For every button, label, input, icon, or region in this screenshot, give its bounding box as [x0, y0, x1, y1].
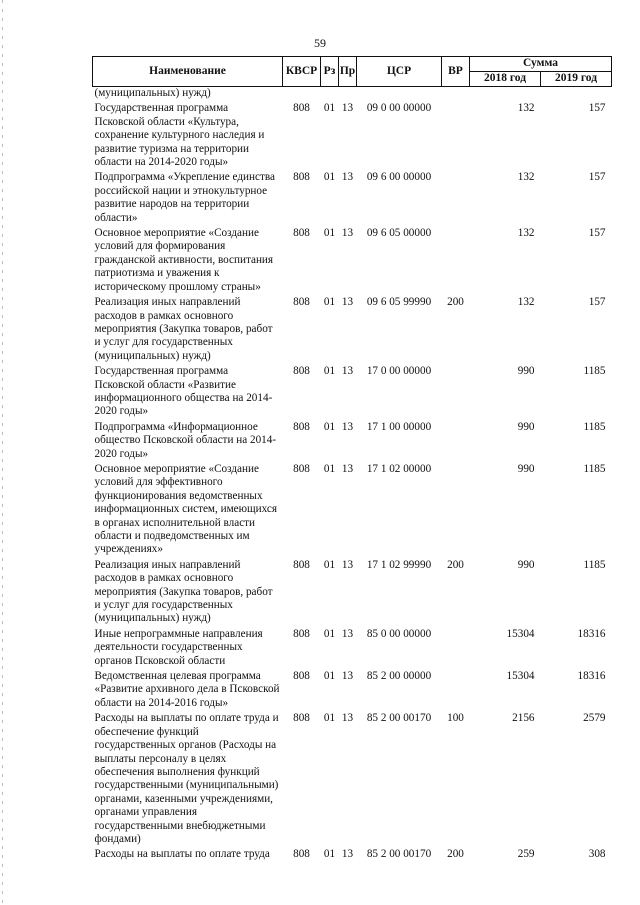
cell-pr: 13 [341, 558, 354, 571]
cell-sum-2018: 990 [517, 462, 535, 475]
cell-vr: 200 [447, 558, 464, 571]
cell-rz: 01 [323, 848, 336, 861]
cell-csr: 85 2 00 00170 [366, 712, 432, 725]
cell-sum-2019: 157 [588, 171, 606, 184]
header-kvsr: КВСР [283, 57, 321, 87]
table-row [93, 848, 612, 863]
cell-name: (муниципальных) нужд) [94, 87, 211, 99]
cell-kvsr: 808 [293, 712, 310, 725]
cell-csr [357, 87, 442, 103]
cell-vr [442, 87, 470, 103]
cell-pr: 13 [341, 227, 354, 240]
cell-pr: 13 [341, 365, 354, 378]
cell-name: Подпрограмма «Информационное общество Псковской области на 2014-2020 годы» [94, 420, 277, 460]
cell-sum-2018: 990 [517, 420, 535, 433]
cell-sum-2019: 18316 [577, 670, 606, 683]
header-year-2018: 2018 год [470, 72, 541, 87]
cell-rz: 01 [323, 365, 336, 378]
cell-sum-2018: 990 [517, 558, 535, 571]
cell-kvsr: 808 [293, 670, 310, 683]
cell-kvsr: 808 [293, 296, 310, 309]
cell-sum-2018: 15304 [506, 670, 535, 683]
table-row [93, 421, 612, 463]
cell-rz: 01 [323, 227, 336, 240]
cell-rz: 01 [323, 670, 336, 683]
cell-vr [442, 227, 470, 296]
cell-csr: 85 0 00 00000 [366, 627, 432, 640]
cell-name: Иные непрограммные направления деятельности государственных органов Псковской области [94, 627, 263, 667]
table-header [93, 57, 612, 87]
table-row [93, 559, 612, 628]
table-row [93, 296, 612, 365]
cell-rz: 01 [323, 420, 336, 433]
table-row [93, 227, 612, 296]
table-row [93, 171, 612, 227]
cell-csr: 17 0 00 00000 [366, 365, 432, 378]
cell-sum-2018: 2156 [512, 712, 535, 725]
cell-vr [442, 670, 470, 712]
header-csr: ЦСР [357, 57, 442, 87]
cell-sum-2019: 18316 [577, 627, 606, 640]
cell-csr: 09 6 00 00000 [366, 171, 432, 184]
cell-sum-2019: 157 [588, 227, 606, 240]
cell-sum-2018: 132 [517, 171, 535, 184]
cell-csr: 17 1 02 99990 [366, 558, 432, 571]
cell-pr: 13 [341, 296, 354, 309]
cell-sum-2018: 132 [517, 227, 535, 240]
cell-csr: 09 6 05 00000 [366, 227, 432, 240]
cell-vr: 100 [447, 712, 464, 725]
cell-kvsr: 808 [293, 102, 310, 115]
cell-pr [339, 87, 357, 103]
cell-rz: 01 [323, 712, 336, 725]
cell-rz: 01 [323, 558, 336, 571]
cell-pr: 13 [341, 670, 354, 683]
table-row [93, 628, 612, 670]
cell-sum-2019 [541, 87, 612, 103]
cell-kvsr: 808 [293, 227, 310, 240]
cell-sum-2019: 1185 [583, 558, 606, 571]
cell-sum-2019: 1185 [583, 462, 606, 475]
cell-pr: 13 [341, 102, 354, 115]
header-sum: Сумма [470, 57, 612, 72]
page-number: 59 [314, 36, 326, 50]
cell-sum-2018: 132 [517, 296, 535, 309]
cell-name: Ведомственная целевая программа «Развитие архивного дела в Псковской области на 2014-2016 годы» [94, 670, 280, 709]
cell-vr: 200 [447, 296, 464, 309]
cell-sum-2018 [470, 87, 541, 103]
cell-sum-2019: 2579 [583, 712, 606, 725]
cell-csr: 09 6 05 99990 [366, 296, 432, 309]
cell-rz: 01 [323, 296, 336, 309]
header-name: Наименование [93, 57, 283, 87]
budget-table [92, 56, 612, 864]
cell-kvsr: 808 [293, 365, 310, 378]
header-pr: Пр [339, 57, 357, 87]
cell-pr: 13 [341, 712, 354, 725]
cell-name: Расходы на выплаты по оплате труда и обеспечение функций государственных органов (Расходы на выплаты персоналу в целях обеспечения выполнения функций государственными (муниципальными) органами, казенными учреждениями, органами управления государственными внебюджетными фондами) [94, 712, 279, 845]
cell-kvsr: 808 [293, 420, 310, 433]
cell-sum-2019: 308 [588, 848, 606, 861]
table-row [93, 102, 612, 171]
cell-sum-2019: 157 [588, 296, 606, 309]
cell-kvsr: 808 [293, 462, 310, 475]
header-rz: Рз [321, 57, 339, 87]
cell-vr: 200 [447, 848, 464, 861]
cell-rz: 01 [323, 102, 336, 115]
cell-rz [321, 87, 339, 103]
cell-name: Подпрограмма «Укрепление единства российской нации и этнокультурное развитие народов на территории области» [94, 171, 275, 224]
cell-sum-2019: 1185 [583, 365, 606, 378]
table-row [93, 712, 612, 848]
cell-name: Реализация иных направлений расходов в рамках основного мероприятия (Закупка товаров, работ и услуг для государственных (муниципальных) нужд) [94, 296, 273, 362]
cell-kvsr: 808 [293, 171, 310, 184]
cell-rz: 01 [323, 462, 336, 475]
header-vr: ВР [442, 57, 470, 87]
cell-name: Основное мероприятие «Создание условий для эффективного функционирования ведомственных информационных систем, имеющихся в органах исполнительной власти области и подведомственных им учреждениях» [94, 462, 277, 556]
header-year-2019: 2019 год [541, 72, 612, 87]
cell-vr [442, 628, 470, 670]
cell-vr [442, 421, 470, 463]
cell-vr [442, 365, 470, 421]
cell-vr [442, 102, 470, 171]
cell-sum-2019: 157 [588, 102, 606, 115]
cell-sum-2018: 15304 [506, 627, 535, 640]
cell-sum-2018: 132 [517, 102, 535, 115]
cell-rz: 01 [323, 627, 336, 640]
cell-pr: 13 [341, 462, 354, 475]
cell-csr: 85 2 00 00170 [366, 848, 432, 861]
cell-name: Государственная программа Псковской области «Развитие информационного общества на 2014-2020 годы» [94, 365, 273, 418]
cell-csr: 17 1 02 00000 [366, 462, 432, 475]
cell-pr: 13 [341, 848, 354, 861]
cell-kvsr [283, 87, 321, 103]
cell-csr: 17 1 00 00000 [366, 420, 432, 433]
table-body [93, 87, 612, 864]
cell-rz: 01 [323, 171, 336, 184]
cell-kvsr: 808 [293, 848, 310, 861]
cell-sum-2018: 259 [517, 848, 535, 861]
table-row [93, 463, 612, 559]
cell-pr: 13 [341, 171, 354, 184]
table-row [93, 87, 612, 103]
scan-edge [2, 0, 3, 905]
cell-pr: 13 [341, 420, 354, 433]
cell-name: Государственная программа Псковской области «Культура, сохранение культурного наследия и развитие туризма на территории области на 2014-2020 годы» [94, 102, 265, 169]
cell-kvsr: 808 [293, 558, 310, 571]
cell-csr: 09 0 00 00000 [366, 102, 432, 115]
cell-csr: 85 2 00 00000 [366, 670, 432, 683]
cell-vr [442, 463, 470, 559]
table-row [93, 365, 612, 421]
cell-sum-2019: 1185 [583, 420, 606, 433]
cell-name: Основное мероприятие «Создание условий для формирования гражданской активности, воспитания патриотизма и уважения к историческому прошлому страны» [94, 227, 274, 293]
cell-name: Реализация иных направлений расходов в рамках основного мероприятия (Закупка товаров, работ и услуг для государственных (муниципальных) нужд) [94, 558, 273, 625]
cell-sum-2018: 990 [517, 365, 535, 378]
cell-kvsr: 808 [293, 627, 310, 640]
cell-pr: 13 [341, 627, 354, 640]
table-row [93, 670, 612, 712]
cell-vr [442, 171, 470, 227]
cell-name: Расходы на выплаты по оплате труда [94, 848, 270, 861]
